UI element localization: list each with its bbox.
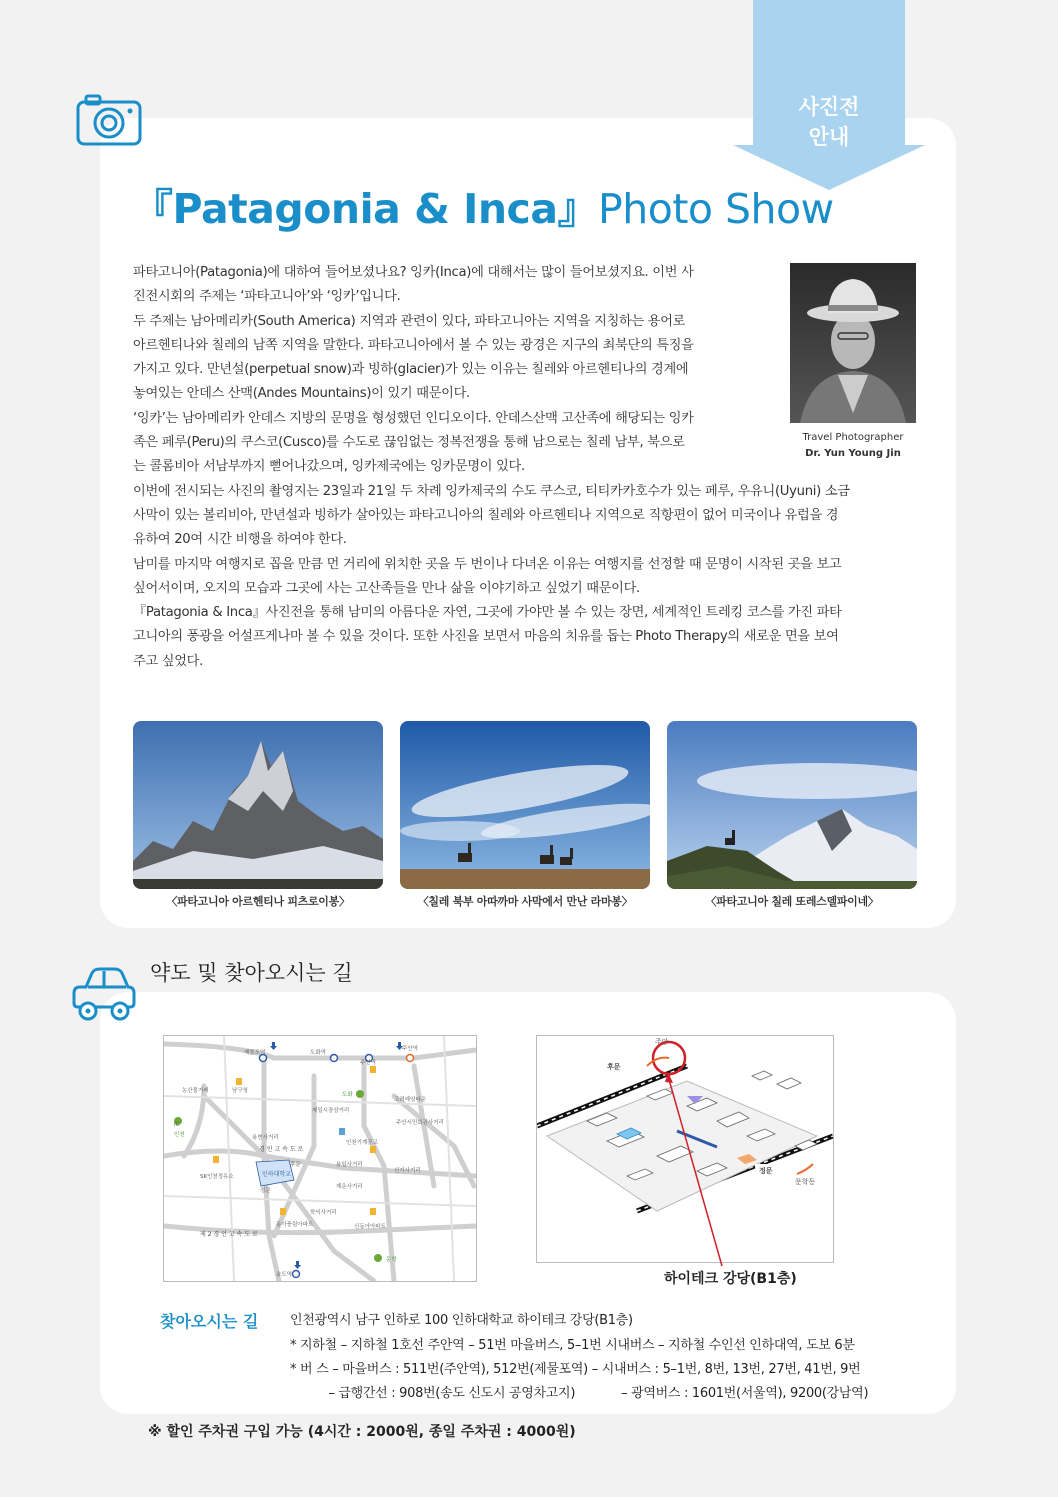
paragraph-line: 『Patagonia & Inca』사진전을 통해 남미의 아름다운 자연, 그곳에 가야만 볼 수 있는 장면, 세계적인 트레킹 코스를 가진 파타 bbox=[133, 605, 842, 621]
intro-text bbox=[133, 261, 850, 674]
map-label: 주안시민회관사거리 bbox=[396, 1120, 444, 1126]
photographer-role: Travel Photographer bbox=[802, 432, 904, 443]
page-title bbox=[132, 176, 834, 235]
map-label: 문학동 bbox=[795, 1178, 816, 1186]
map-label: 정문 bbox=[759, 1167, 773, 1175]
map-label: 주안 bbox=[655, 1038, 669, 1046]
tab-line1: 사진전 bbox=[798, 95, 860, 119]
paragraph-line: 놓여있는 안데스 산맥(Andes Mountains)이 있기 때문이다. bbox=[133, 386, 470, 402]
photo-fitzroy bbox=[133, 721, 383, 889]
paragraph-line: 유하여 20여 시간 비행을 하여야 한다. bbox=[133, 532, 347, 548]
directions-label: 찾아오시는 길 bbox=[160, 1312, 259, 1331]
map-label: 문학 bbox=[386, 1257, 397, 1263]
paragraph-line: 사막이 있는 볼리비아, 만년설과 빙하가 살아있는 파타고니아의 칠레와 아르헨티나 지역으로 직항편이 없어 미국이나 유럽을 경 bbox=[133, 507, 839, 523]
map-label: SK인천정유소 bbox=[200, 1174, 234, 1180]
map-label: 정문 bbox=[260, 1188, 271, 1194]
directions-line: 인천광역시 남구 인하로 100 인하대학교 하이테크 강당(B1층) bbox=[290, 1313, 633, 1328]
photo-caption-1: 〈파타고니아 아르헨티나 피츠로이봉〉 bbox=[166, 895, 350, 908]
paragraph-line: 두 주제는 남아메리카(South America) 지역과 관련이 있다, 파타고니아는 지역을 지칭하는 용어로 bbox=[133, 313, 686, 329]
map-label: 신기사거리 bbox=[394, 1168, 421, 1174]
map-label: 남구청 bbox=[232, 1088, 248, 1094]
camera-icon bbox=[74, 92, 144, 148]
paragraph-line: 는 콜롬비아 서남부까지 뻗어나갔으며, 잉카제국에는 잉카문명이 있다. bbox=[133, 459, 525, 475]
exhibition-tab-text bbox=[733, 92, 925, 152]
photographer-portrait bbox=[790, 263, 916, 423]
section-title-directions: 약도 및 찾아오시는 길 bbox=[150, 961, 353, 985]
map-label: 용현사거리 bbox=[252, 1135, 279, 1141]
map-label: IC bbox=[174, 1122, 180, 1128]
campus-map-caption: 하이테크 강당(B1층) bbox=[664, 1271, 797, 1287]
map-label: 제물포역 bbox=[244, 1050, 266, 1056]
pointer-arrow bbox=[660, 1070, 730, 1270]
photo-llamas bbox=[400, 721, 650, 889]
paragraph-line: 고니아의 풍광을 어설프게나마 볼 수 있을 것이다. 또한 사진을 보면서 마음의 치유를 돕는 Photo Therapy의 새로운 면을 보여 bbox=[133, 629, 839, 645]
map-label: 고려예임타운 bbox=[394, 1097, 426, 1103]
directions-line: – 급행간선 : 908번(송도 신도시 공영차고지) – 광역버스 : 1601번(서울역), 9200(강남역) bbox=[290, 1386, 869, 1401]
photographer-caption bbox=[780, 430, 926, 462]
map-label: 인천기계공고 bbox=[346, 1140, 378, 1146]
photo-torres bbox=[667, 721, 917, 889]
paragraph-line: 이번에 전시되는 사진의 촬영지는 23일과 21일 두 차례 잉카제국의 수도 쿠스코, 티티카카호수가 있는 페루, 우유니(Uyuni) 소금 bbox=[133, 483, 850, 499]
title-light: Photo Show bbox=[598, 185, 834, 233]
paragraph-line: 가지고 있다. 만년설(perpetual snow)과 빙하(glacier)가 있는 이유는 칠레와 아르헨티나의 경계에 bbox=[133, 362, 689, 378]
map-label: 후문 bbox=[290, 1162, 301, 1168]
directions-line: * 버 스 – 마을버스 : 511번(주안역), 512번(제물포역) – 시내버스 : 5–1번, 8번, 13번, 27번, 41번, 9번 bbox=[290, 1362, 861, 1377]
car-icon bbox=[68, 965, 140, 1025]
parking-note: ※ 할인 주차권 구입 가능 (4시간 : 2000원, 종일 주차권 : 4000원) bbox=[148, 1424, 576, 1440]
map-label: 제 2 경 인 고 속 도 로 bbox=[200, 1231, 258, 1238]
map-label: 학익사거리 bbox=[310, 1210, 337, 1216]
map-label: 경 인 고 속 도 로 bbox=[259, 1146, 304, 1153]
map-label: 도화 bbox=[342, 1092, 353, 1098]
map-label: 주안역 bbox=[360, 1060, 376, 1066]
paragraph-line: 족은 페루(Peru)의 쿠스코(Cusco)를 수도로 끊임없는 정복전쟁을 통해 남으로는 칠레 남부, 북으로 bbox=[133, 435, 685, 451]
map-label: 제운사거리 bbox=[336, 1184, 363, 1190]
tab-line2: 안내 bbox=[808, 125, 850, 149]
map-label: 신동아아파트 bbox=[354, 1224, 386, 1230]
map-label: 제일시장삼거리 bbox=[312, 1108, 350, 1114]
paragraph-line: ‘잉카’는 남아메리카 안데스 지방의 문명을 형성했던 인디오이다. 안데스산맥 고산족에 해당되는 잉카 bbox=[133, 410, 694, 426]
photographer-name: Dr. Yun Young Jin bbox=[805, 448, 901, 459]
directions-line: * 지하철 – 지하철 1호선 주안역 – 51번 마을버스, 5–1번 시내버스 – 지하철 수인선 인하대역, 도보 6분 bbox=[290, 1338, 855, 1353]
title-bold: 『Patagonia & Inca』 bbox=[132, 185, 599, 233]
map-label: 주안역 bbox=[402, 1046, 418, 1052]
map-label: 송도역 bbox=[276, 1272, 292, 1278]
map-label: 농산물거래 bbox=[182, 1088, 209, 1094]
paragraph-line: 주고 싶었다. bbox=[133, 653, 203, 669]
map-label: 용일사거리 bbox=[336, 1162, 363, 1168]
photo-caption-2: 〈칠레 북부 아따까마 사막에서 만난 라마봉〉 bbox=[417, 895, 633, 908]
photo-caption-3: 〈파타고니아 칠레 또레스델파이네〉 bbox=[705, 895, 879, 908]
paragraph-line: 남미를 마지막 여행지로 꼽을 만큼 먼 거리에 위치한 곳을 두 번이나 다녀온 이유는 여행지를 선정할 때 문명이 시작된 곳을 보고 bbox=[133, 556, 842, 572]
paragraph-line: 아르헨티나와 칠레의 남쪽 지역을 말한다. 파타고니아에서 볼 수 있는 광경은 지구의 최북단의 특징을 bbox=[133, 337, 694, 353]
map-label: 인천 bbox=[174, 1132, 185, 1138]
area-map bbox=[163, 1035, 477, 1282]
map-label: 동아풍림아파트 bbox=[276, 1222, 314, 1228]
map-label: 후문 bbox=[607, 1063, 621, 1071]
paragraph-line: 진전시회의 주제는 ‘파타고니아’와 ‘잉카’입니다. bbox=[133, 289, 401, 305]
paragraph-line: 파타고니아(Patagonia)에 대하여 들어보셨나요? 잉카(Inca)에 대해서는 많이 들어보셨지요. 이번 사 bbox=[133, 265, 694, 280]
map-label: 도화역 bbox=[310, 1050, 326, 1056]
paragraph-line: 싶어서이며, 오지의 모습과 그곳에 사는 고산족들을 만나 삶을 이야기하고 싶었기 때문이다. bbox=[133, 580, 640, 596]
map-label: 인하대학교 bbox=[262, 1171, 291, 1178]
